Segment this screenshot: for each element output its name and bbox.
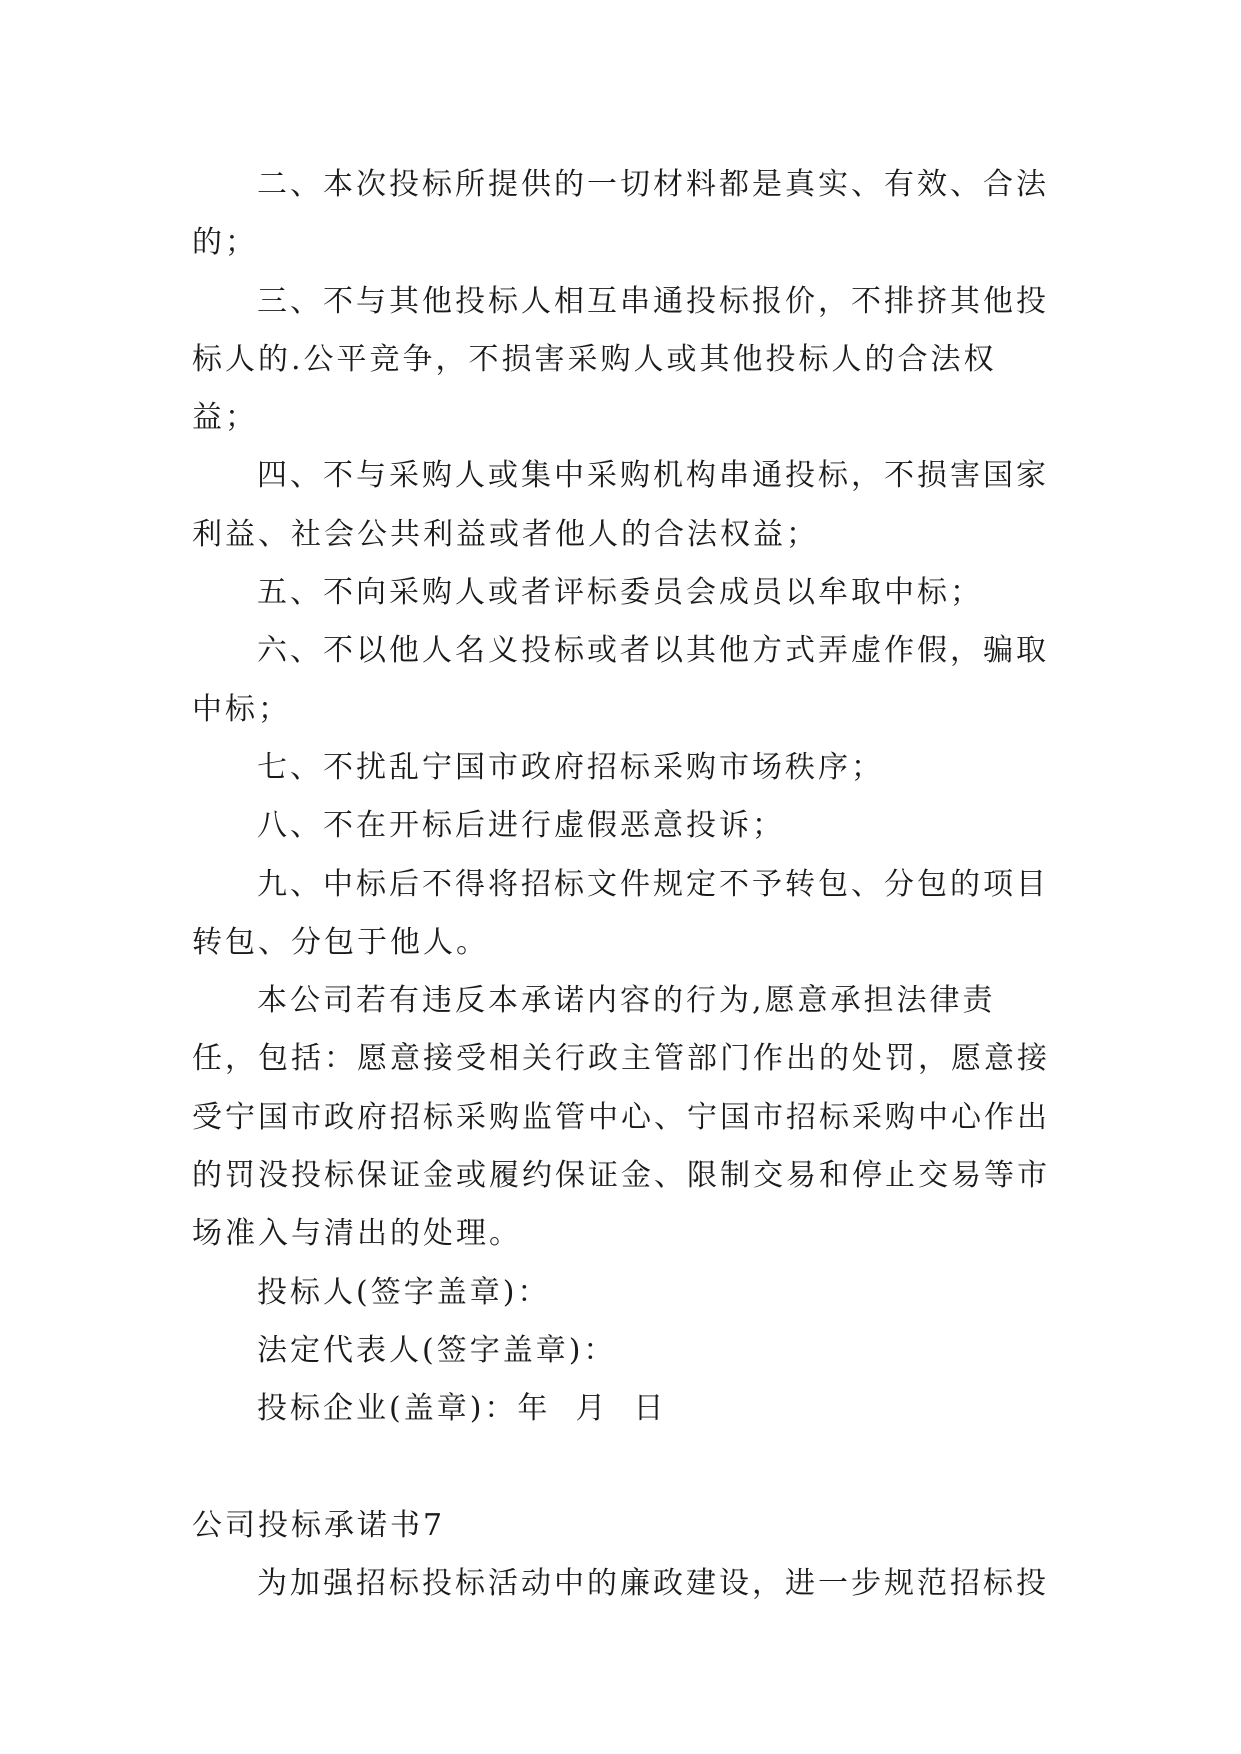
signature-line-bidder: 投标人(签字盖章)： bbox=[257, 1274, 551, 1310]
section-gap bbox=[192, 1439, 1058, 1497]
paragraph: 九、中标后不得将招标文件规定不予转包、分包的项目转包、分包于他人。 bbox=[192, 866, 1049, 960]
paragraph: 八、不在开标后进行虚假恶意投诉； bbox=[257, 808, 785, 844]
paragraph: 七、不扰乱宁国市政府招标采购市场秩序； bbox=[257, 749, 884, 785]
paragraph: 二、本次投标所提供的一切材料都是真实、有效、合法的； bbox=[192, 167, 1049, 261]
paragraph: 三、不与其他投标人相互串通投标报价，不排挤其他投标人的.公平竞争，不损害采购人或其他投标人的合法权益； bbox=[192, 283, 1049, 436]
paragraph: 五、不向采购人或者评标委员会成员以牟取中标； bbox=[257, 575, 983, 611]
paragraph: 四、不与采购人或集中采购机构串通投标，不损害国家利益、社会公共利益或者他人的合法权益； bbox=[192, 458, 1049, 552]
section-intro-paragraph: 为加强招标投标活动中的廉政建设，进一步规范招标投 bbox=[257, 1565, 1049, 1601]
signature-line-company-date: 投标企业(盖章)：年 月 日 bbox=[257, 1391, 667, 1427]
document-body bbox=[192, 156, 1058, 1613]
paragraph: 本公司若有违反本承诺内容的行为,愿意承担法律责任，包括：愿意接受相关行政主管部门作出的处罚，愿意接受宁国市政府招标采购监管中心、宁国市招标采购中心作出的罚没投标保证金或履约保证金、限制交易和停止交易等市场准入与清出的处理。 bbox=[192, 983, 1050, 1252]
paragraph: 六、不以他人名义投标或者以其他方式弄虚作假，骗取中标； bbox=[192, 633, 1049, 727]
signature-line-legal-rep: 法定代表人(签字盖章)： bbox=[257, 1332, 617, 1368]
section-title: 公司投标承诺书7 bbox=[192, 1507, 446, 1543]
